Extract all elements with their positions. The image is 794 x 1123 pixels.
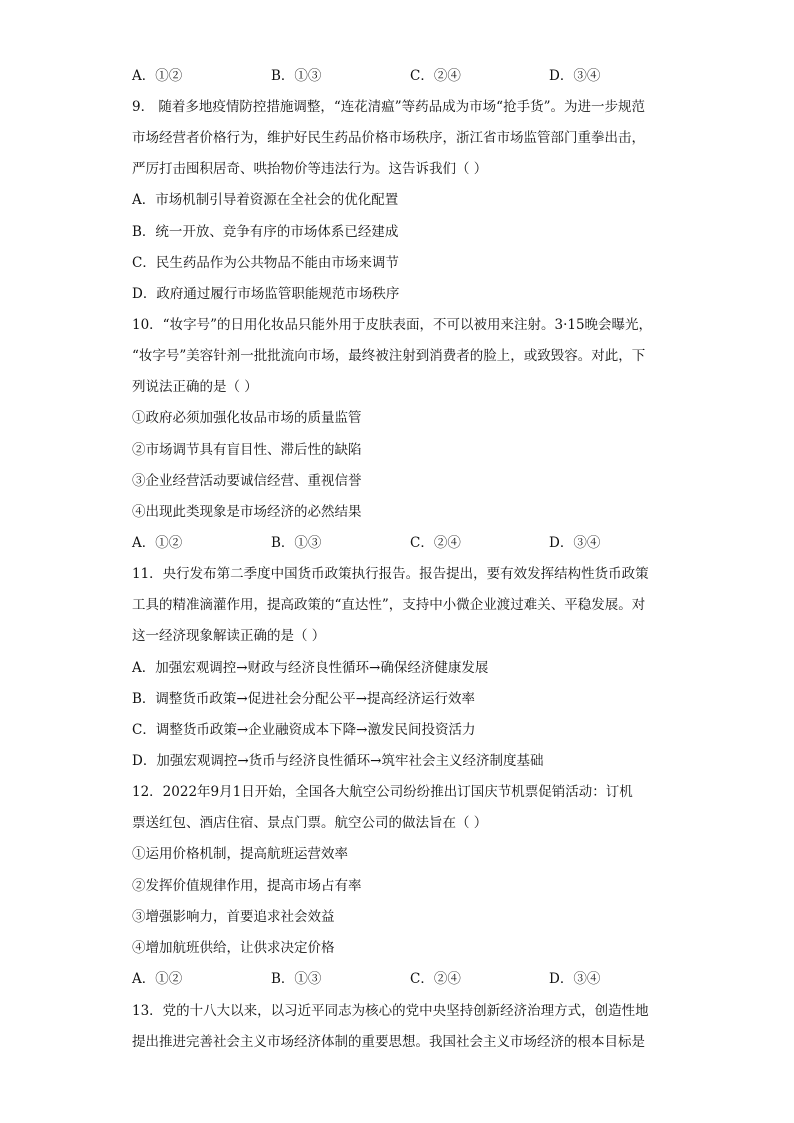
q10-stem-line-2: “妆字号”美容针剂一批批流向市场，最终被注射到消费者的脸上，或致毁容。对此，下	[132, 348, 646, 364]
q12-option-d[interactable]: D．③④	[549, 971, 601, 987]
q11-stem-line-2: 工具的精准滴灌作用，提高政策的“直达性”，支持中小微企业渡过难关、平稳发展。对	[132, 597, 646, 613]
q11-choice-c[interactable]: C．调整货币政策→企业融资成本下降→激发民间投资活力	[132, 722, 476, 738]
q9-choice-d[interactable]: D．政府通过履行市场监管职能规范市场秩序	[132, 286, 400, 302]
q13-stem-line-2: 提出推进完善社会主义市场经济体制的重要思想。我国社会主义市场经济的根本目标是	[132, 1034, 645, 1050]
q12-option-a[interactable]: A．①②	[132, 971, 183, 987]
q10-option-b[interactable]: B．①③	[271, 535, 322, 551]
q9-stem-line-1: 9． 随着多地疫情防控措施调整，“连花清瘟”等药品成为市场“抢手货”。为进一步规范	[132, 99, 645, 115]
q10-option-a[interactable]: A．①②	[132, 535, 183, 551]
q8-options	[132, 66, 672, 86]
q11-choice-d[interactable]: D．加强宏观调控→货币与经济良性循环→筑牢社会主义经济制度基础	[132, 753, 544, 769]
q12-option-c[interactable]: C．②④	[410, 971, 461, 987]
q13-stem-line-1: 13．党的十八大以来，以习近平同志为核心的党中央坚持创新经济治理方式，创造性地	[132, 1003, 649, 1019]
q11-stem-line-1: 11．央行发布第二季度中国货币政策执行报告。报告提出，要有效发挥结构性货币政策	[132, 566, 649, 582]
q10-statement-3: ③企业经营活动要诚信经营、重视信誉	[132, 473, 362, 489]
q11-choice-a[interactable]: A．加强宏观调控→财政与经济良性循环→确保经济健康发展	[132, 660, 489, 676]
q12-statement-1: ①运用价格机制，提高航班运营效率	[132, 846, 348, 862]
q9-stem-line-2: 市场经营者价格行为，维护好民生药品价格市场秩序，浙江省市场监管部门重拳出击，	[132, 130, 645, 146]
q9-choice-c[interactable]: C．民生药品作为公共物品不能由市场来调节	[132, 255, 399, 271]
q8-option-b[interactable]: B．①③	[271, 68, 322, 84]
q10-statement-4: ④出现此类现象是市场经济的必然结果	[132, 504, 362, 520]
q10-stem-line-1: 10．“妆字号”的日用化妆品只能外用于皮肤表面，不可以被用来注射。3·15晚会曝光，	[132, 317, 653, 333]
q8-option-c[interactable]: C．②④	[410, 68, 461, 84]
q9-choice-b[interactable]: B．统一开放、竞争有序的市场体系已经建成	[132, 224, 399, 240]
q9-stem-line-3: 严厉打击囤积居奇、哄抬物价等违法行为。这告诉我们（ ）	[132, 161, 488, 177]
q10-option-c[interactable]: C．②④	[410, 535, 461, 551]
q10-options	[132, 533, 672, 553]
q10-option-d[interactable]: D．③④	[549, 535, 601, 551]
q8-option-a[interactable]: A．①②	[132, 68, 183, 84]
q10-statement-1: ①政府必须加强化妆品市场的质量监管	[132, 410, 362, 426]
q12-statement-2: ②发挥价值规律作用，提高市场占有率	[132, 878, 362, 894]
q8-option-d[interactable]: D．③④	[549, 68, 601, 84]
q12-statement-4: ④增加航班供给，让供求决定价格	[132, 940, 335, 956]
q11-stem-line-3: 这一经济现象解读正确的是（ ）	[132, 628, 326, 644]
q9-choice-a[interactable]: A．市场机制引导着资源在全社会的优化配置	[132, 192, 399, 208]
q12-stem-line-1: 12．2022年9月1日开始，全国各大航空公司纷纷推出订国庆节机票促销活动：订机	[132, 784, 633, 800]
q12-options	[132, 969, 672, 989]
q11-choice-b[interactable]: B．调整货币政策→促进社会分配公平→提高经济运行效率	[132, 691, 476, 707]
q12-option-b[interactable]: B．①③	[271, 971, 322, 987]
q10-statement-2: ②市场调节具有盲目性、滞后性的缺陷	[132, 442, 362, 458]
q12-statement-3: ③增强影响力，首要追求社会效益	[132, 909, 335, 925]
q10-stem-line-3: 列说法正确的是（ ）	[132, 379, 258, 395]
q12-stem-line-2: 票送红包、酒店住宿、景点门票。航空公司的做法旨在（ ）	[132, 815, 488, 831]
